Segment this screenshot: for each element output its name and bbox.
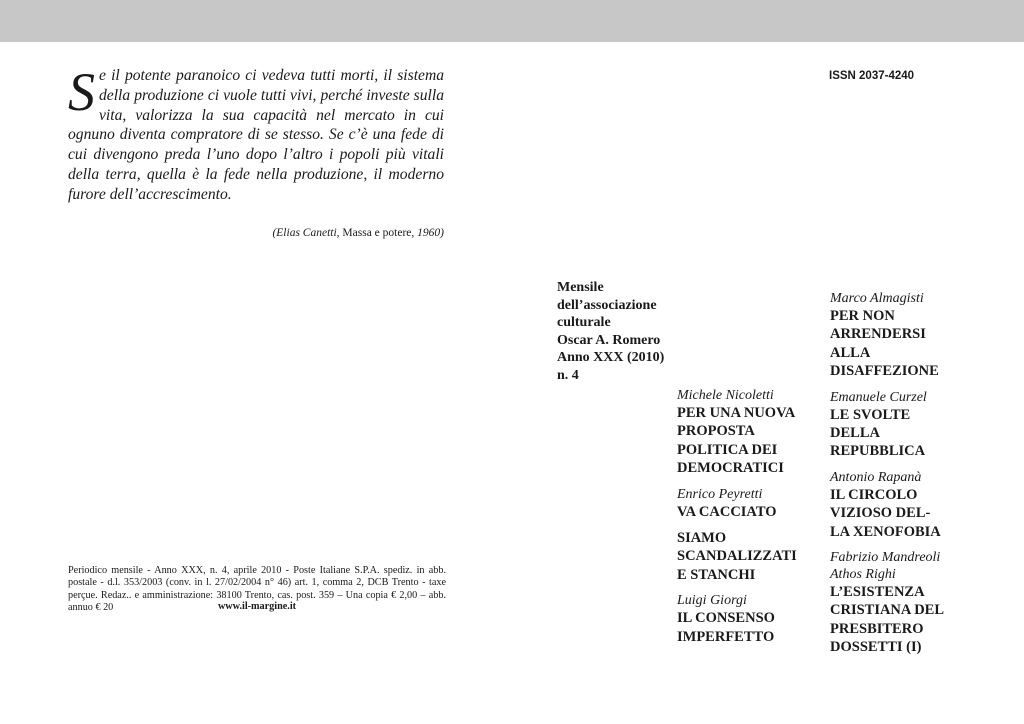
article-title: IL CONSENSO IMPERFETTO [677, 610, 775, 645]
article-title: PER NON ARRENDERSI ALLA DISAFFEZIONE [830, 308, 939, 380]
epigraph-quote [68, 62, 444, 205]
article-title: LE SVOLTE DELLA REPUBBLICA [830, 406, 926, 460]
quote-text: e il potente paranoico ci vedeva tutti morti, il sistema della produzione ci vuole tutti vivi, perché investe sulla vita, valorizza la sua capacità nel mercato in cui ognuno diventa compratore di se stesso. Se c’è una fede di cui divengono preda l’uno dopo l’altro i popoli più vitali della terra, quella è la fede nella produzione, il moderno furore dell’accrescimento. [68, 67, 444, 203]
article-author: Marco Almagisti [830, 291, 924, 306]
article-entry [677, 529, 817, 584]
article-title: L’ESISTENZA CRISTIANA DEL PRESBITERO DOSSETTI (I) [830, 584, 945, 656]
article-entry [830, 469, 970, 541]
drop-cap: S [68, 62, 95, 122]
top-bar [0, 0, 1024, 42]
colophon-text: Periodico mensile - Anno XXX, n. 4, aprile 2010 - Poste Italiane S.P.A. spediz. in abb. postale - d.l. 353/2003 (conv. in l. 27/02/2004 n° 46) art. 1, comma 2, DCB Trento - taxe perçue. Redaz.. e amministrazione: 38100 Trento, cas. post. 359 – Una copia € 2,00 – abb. annuo € 20 [68, 565, 446, 613]
article-entry [830, 549, 970, 657]
masthead-line: culturale [557, 315, 611, 330]
article-title: IL CIRCOLO VIZIOSO DEL- LA XENOFOBIA [830, 486, 941, 540]
quote-citation [68, 226, 444, 240]
article-entry [830, 290, 970, 381]
article-entry [677, 592, 817, 646]
masthead-line: n. 4 [557, 367, 579, 383]
masthead-line: Oscar A. Romero [557, 332, 661, 348]
issn-number: ISSN 2037-4240 [829, 70, 915, 82]
article-title: VA CACCIATO [677, 503, 777, 520]
masthead-line: Mensile [557, 280, 604, 295]
article-author: Fabrizio Mandreoli Athos Righi [830, 550, 941, 583]
middle-article-list [677, 387, 817, 654]
article-entry [677, 387, 817, 478]
article-title: SIAMO SCANDALIZZATI E STANCHI [677, 530, 797, 583]
citation-work: Massa e potere [342, 227, 412, 239]
masthead [557, 279, 687, 384]
citation-author: (Elias Canetti, [272, 227, 343, 239]
right-article-list [830, 290, 970, 665]
article-entry [677, 486, 817, 521]
article-author: Antonio Rapanà [830, 469, 922, 485]
website-url: www.il-margine.it [217, 601, 297, 612]
citation-year: , 1960) [411, 227, 444, 239]
article-author: Luigi Giorgi [677, 593, 747, 609]
masthead-line: dell’associazione [557, 297, 657, 313]
article-entry [830, 389, 970, 461]
masthead-line: Anno XXX (2010) [557, 350, 665, 365]
article-author: Emanuele Curzel [830, 389, 927, 405]
article-author: Enrico Peyretti [677, 486, 763, 502]
article-author: Michele Nicoletti [677, 388, 774, 403]
article-title: PER UNA NUOVA PROPOSTA POLITICA DEI DEMOCRATICI [677, 405, 796, 477]
